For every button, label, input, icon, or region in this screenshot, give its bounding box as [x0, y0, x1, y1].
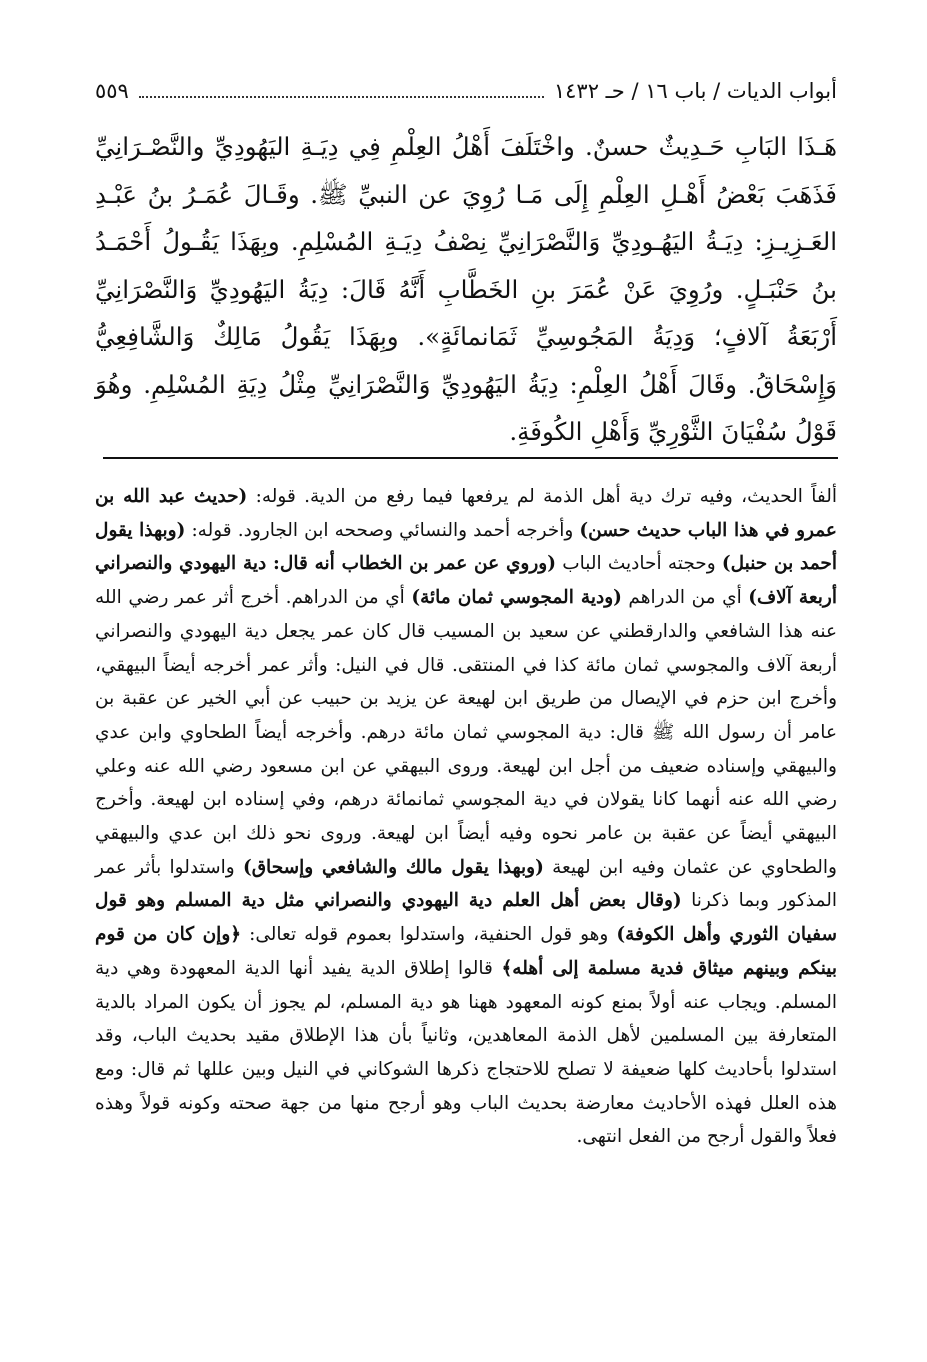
quoted-phrase: (وقال بعض أهل العلم دية اليهودي والنصراني مثل دية المسلم وهو قول سفيان الثوري وأهل الكوفة): [95, 890, 837, 946]
quoted-phrase: (حديث عبد الله بن عمرو في هذا الباب حديث حسن): [95, 486, 837, 541]
quoted-phrase: (ودية المجوسي ثمان مائة): [411, 587, 622, 609]
hadith-paragraph: هَـذَا البَابِ حَـدِيثٌ حسنٌ. واخْتَلَفَ أَهْلُ العِلْمِ فِي دِيَـةِ اليَهُودِيِّ والنَّصْـرَانِيِّ فَذَهَبَ بَعْضُ أَهْـلِ العِلْمِ إِلَى مَـا رُوِيَ عن النبيِّ ﷺ. وقَـالَ عُمَـرُ بنُ عَبْـدِ العَـزِيـزِ: دِيَـةُ اليَهُـودِيِّ وَالنَّصْرَانِيِّ نِصْفُ دِيَـةِ المُسْلِمِ. وبِهَذَا يَقُـولُ أَحْمَـدُ بنُ حَنْبَـلٍ. ورُوِيَ عَنْ عُمَرَ بنِ الخَطَّابِ أَنَّهُ قَالَ: دِيَةُ اليَهُودِيِّ وَالنَّصْرَانِيِّ أَرْبَعَةُ آلافٍ؛ وَدِيَةُ المَجُوسِيِّ ثَمَانمائَةٍ». وبِهَذَا يَقُولُ مَالِكٌ وَالشَّافِعِيُّ وَإِسْحَاقُ. وقَالَ أَهْلُ العِلْمِ: دِيَةُ اليَهُودِيِّ وَالنَّصْرَانِيِّ مِثْلُ دِيَةِ المُسْلِمِ. وهُوَ قَوْلُ سُفْيَانَ الثَّوْرِيِّ وَأَهْلِ الكُوفَةِ.: [95, 132, 837, 446]
running-header: [95, 74, 837, 108]
commentary-segment: قالوا إطلاق الدية يفيد أنها الدية المعهودة وهي دية المسلم. ويجاب عنه أولاً بمنع كونه المعهود ههنا هو دية المسلم، لم يجوز أن يكون المراد بالدية المتعارفة بين المسلمين لأهل الذمة المعاهدين، وثانياً بأن هذا الإطلاق مقيد بحديث الباب، وقد استدلوا بأحاديث كلها ضعيفة لا تصلح للاحتجاج ذكرها الشوكاني في النيل وبين عللها ثم قال: ومع هذه العلل فهذه الأحاديث معارضة بحديث الباب وهو أرجح منها من جهة صحته وكونه قولاً وهذه فعلاً والقول أرجح من الفعل انتهى.: [95, 957, 837, 1148]
commentary-segment: وحجته أحاديث الباب: [555, 553, 722, 575]
commentary-segment: واستدلوا بأثر عمر المذكور وبما ذكرنا: [95, 856, 837, 912]
quran-verse: ﴿وإن كان من قوم بينكم وبينهم ميثاق فدية مسلمة إلى أهله﴾: [95, 924, 838, 979]
quoted-phrase: (وروي عن عمر بن الخطاب أنه قال: دية اليهودي والنصراني أربعة آلاف): [95, 553, 838, 609]
commentary-segment: ألفاً الحديث، وفيه ترك دية أهل الذمة لم يرفعها فيما رفع من الدية. قوله:: [247, 486, 837, 507]
quoted-phrase: (وبهذا يقول أحمد بن حنبل): [95, 519, 837, 575]
header-title: أبواب الديات / باب ١٦ / حـ ١٤٣٢: [553, 79, 837, 103]
commentary-segment: وأخرجه أحمد والنسائي وصححه ابن الجارود. قوله:: [185, 519, 580, 541]
hadith-text: [95, 123, 837, 456]
page-number: ٥٥٩: [95, 79, 129, 103]
dotted-leader: [139, 96, 544, 98]
footnote-divider: [103, 457, 838, 459]
commentary-segment: وهو قول الحنفية، واستدلوا بعموم قوله تعالى:: [241, 924, 617, 946]
commentary-segment: أي من الدراهم. أخرج أثر عمر رضي الله عنه هذا الشافعي والدارقطني عن سعيد بن المسيب قال كان عمر يجعل دية اليهودي والنصراني أربعة آلاف والمجوسي ثمان مائة كذا في المنتقى. قال في النيل: وأثر عمر أخرجه أيضاً البيهقي، وأخرج ابن حزم في الإيصال من طريق ابن لهيعة عن يزيد بن حبيب عن أبي الخير عن عقبة بن عامر أن رسول الله ﷺ قال: دية المجوسي ثمان مائة درهم. وأخرجه أيضاً الطحاوي وابن عدي والبيهقي وإسناده ضعيف من أجل ابن لهيعة. وروى البيهقي عن ابن مسعود رضي الله عنه وعلي رضي الله عنه أنهما كانا يقولان في دية المجوسي ثمانمائة درهم، وفي إسناده ابن لهيعة. وأخرج البيهقي أيضاً عن عقبة بن عامر نحوه وفيه أيضاً ابن لهيعة. وروى نحو ذلك ابن عدي والبيهقي والطحاوي عن عثمان وفيه ابن لهيعة: [95, 587, 837, 878]
quoted-phrase: (وبهذا يقول مالك والشافعي وإسحاق): [242, 856, 544, 878]
commentary-paragraph: [95, 480, 837, 1154]
commentary-text: [95, 480, 837, 1154]
commentary-segment: أي من الدراهم: [621, 587, 749, 609]
